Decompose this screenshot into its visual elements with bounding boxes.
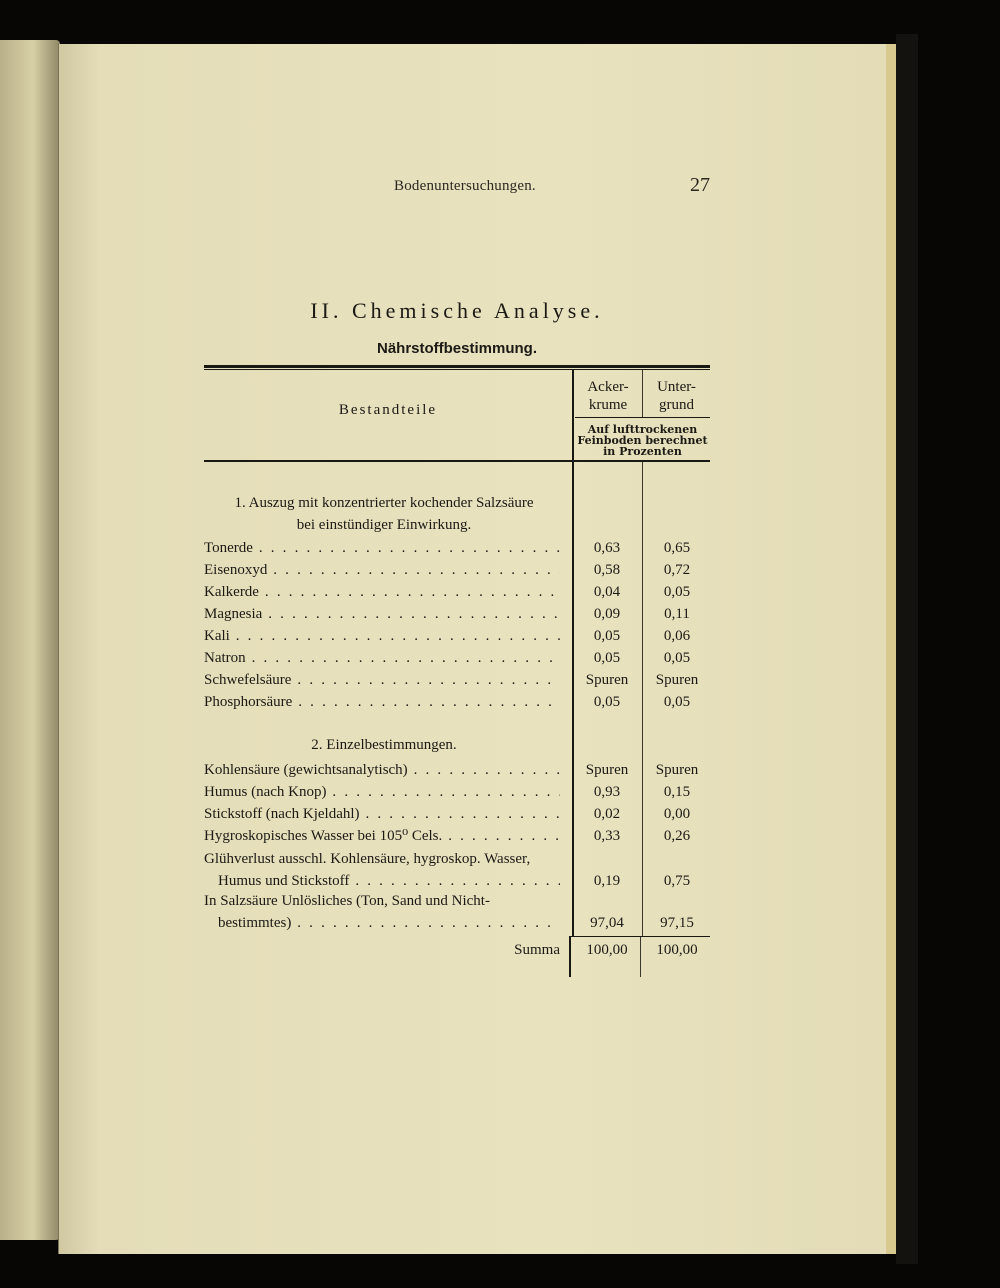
untergrund-line2: grund xyxy=(659,397,694,413)
ackerkrume-line2: krume xyxy=(588,397,628,413)
row-value-ackerkrume: 0,04 xyxy=(593,584,621,600)
row-label-line1: In Salzsäure Unlösliches (Ton, Sand und Nicht- xyxy=(204,893,490,909)
row-label: Tonerde . . . xyxy=(204,537,560,559)
row-value-ackerkrume: 0,09 xyxy=(593,606,621,622)
row-value-ackerkrume: 0,05 xyxy=(593,628,621,644)
row-value-untergrund: 0,00 xyxy=(663,806,691,822)
column-divider-summa-2 xyxy=(640,937,641,977)
page-number: 27 xyxy=(690,174,710,196)
row-label: Kalkerde . . . xyxy=(204,581,560,603)
basis-note-line2: Feinboden berechnet xyxy=(577,434,708,447)
header-bottom-rule xyxy=(204,460,710,462)
group1-heading-line1: 1. Auszug mit konzentrierter kochender Salzsäure xyxy=(234,495,534,511)
row-label: Phosphorsäure . . . xyxy=(204,691,560,713)
row-value-ackerkrume: 0,02 xyxy=(593,806,621,822)
table-row xyxy=(204,625,710,647)
row-label: Kohlensäure (gewichtsanalytisch) . . . xyxy=(204,759,560,781)
row-value-untergrund: Spuren xyxy=(655,762,699,778)
column-header-ackerkrume xyxy=(575,378,641,414)
row-label-line1: Glühverlust ausschl. Kohlensäure, hygroskop. Wasser, xyxy=(204,851,531,867)
row-value-untergrund: 0,05 xyxy=(663,584,691,600)
row-label: Kali . . . xyxy=(204,625,560,647)
row-label-line2: Humus und Stickstoff . . . xyxy=(218,870,560,892)
row-label: Eisenoxyd . . . xyxy=(204,559,560,581)
row-label: Stickstoff (nach Kjeldahl) . . . xyxy=(204,803,560,825)
table-row xyxy=(204,669,710,691)
table-top-rule-thin xyxy=(204,369,710,370)
table-subtitle: Nährstoffbestimmung. xyxy=(376,340,537,357)
row-label-line2: bestimmtes) . . . xyxy=(218,912,560,934)
table-row xyxy=(204,759,710,781)
row-value-ackerkrume: 0,58 xyxy=(593,562,621,578)
basis-note-line3: in Prozenten xyxy=(603,445,682,458)
row-value-untergrund: 0,26 xyxy=(663,828,691,844)
header-sub-rule xyxy=(575,417,710,418)
table-row xyxy=(204,781,710,803)
column-header-untergrund xyxy=(643,378,710,414)
row-value-ackerkrume: Spuren xyxy=(585,672,629,688)
row-value-untergrund: 0,15 xyxy=(663,784,691,800)
column-divider-main xyxy=(572,370,574,460)
table-row xyxy=(204,825,710,847)
group2-heading: 2. Einzelbestimmungen. xyxy=(311,737,457,753)
column-divider-header xyxy=(642,370,643,417)
untergrund-line1: Unter- xyxy=(657,379,696,395)
group1-heading xyxy=(204,492,564,536)
row-value-untergrund: 0,05 xyxy=(663,694,691,710)
summa-value-untergrund: 100,00 xyxy=(656,942,698,958)
table-top-rule-thick xyxy=(204,365,710,368)
row-value-ackerkrume: 97,04 xyxy=(590,915,624,931)
row-value-ackerkrume: 0,05 xyxy=(593,650,621,666)
row-label: Hygroskopisches Wasser bei 105⁰ Cels. . . . xyxy=(204,825,560,847)
row-value-ackerkrume: Spuren xyxy=(585,762,629,778)
table-row xyxy=(204,559,710,581)
summa-label: Summa xyxy=(514,942,560,958)
section-title: II. Chemische Analyse. xyxy=(310,298,604,323)
row-value-ackerkrume: 0,93 xyxy=(593,784,621,800)
table-row xyxy=(204,581,710,603)
row-value-untergrund: Spuren xyxy=(655,672,699,688)
facing-page-edge xyxy=(0,40,60,1240)
row-value-untergrund: 0,05 xyxy=(663,650,691,666)
page-edge xyxy=(886,44,896,1254)
row-value-untergrund: 0,65 xyxy=(663,540,691,556)
row-label: Natron . . . xyxy=(204,647,560,669)
table-row xyxy=(204,603,710,625)
table-row xyxy=(204,647,710,669)
row-value-untergrund: 0,72 xyxy=(663,562,691,578)
row-value-untergrund: 97,15 xyxy=(660,915,694,931)
row-label: Schwefelsäure . . . xyxy=(204,669,560,691)
book-cover xyxy=(896,34,918,1264)
table-row xyxy=(204,691,710,713)
table-row xyxy=(204,848,710,892)
basis-note xyxy=(575,424,710,457)
row-label: Humus (nach Knop) . . . xyxy=(204,781,560,803)
summa-value-ackerkrume: 100,00 xyxy=(586,942,628,958)
group1-heading-line2: bei einstündiger Einwirkung. xyxy=(296,517,472,533)
row-value-untergrund: 0,75 xyxy=(663,873,691,889)
column-divider-summa-1 xyxy=(569,937,571,977)
summa-rule xyxy=(569,936,710,937)
basis-note-line1: Auf lufttrockenen xyxy=(587,423,698,436)
row-value-untergrund: 0,06 xyxy=(663,628,691,644)
row-value-ackerkrume: 0,63 xyxy=(593,540,621,556)
running-head: Bodenuntersuchungen. xyxy=(394,178,536,194)
row-label: Magnesia . . . xyxy=(204,603,560,625)
table-row xyxy=(204,803,710,825)
table-row xyxy=(204,537,710,559)
row-value-ackerkrume: 0,05 xyxy=(593,694,621,710)
row-value-ackerkrume: 0,33 xyxy=(593,828,621,844)
row-value-ackerkrume: 0,19 xyxy=(593,873,621,889)
ackerkrume-line1: Acker- xyxy=(587,379,629,395)
column-header-bestandteile: Bestandteile xyxy=(338,402,438,418)
table-row xyxy=(204,890,710,934)
row-value-untergrund: 0,11 xyxy=(664,606,690,622)
